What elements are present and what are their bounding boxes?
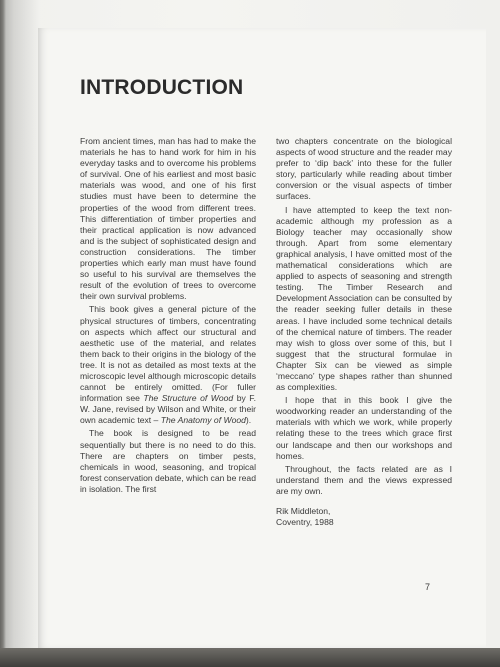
book-title-italic: The Anatomy of Wood [160,415,246,426]
paragraph: From ancient times, man has had to make the materials he has to hand work for him in his everyday tasks and to overcome his problems of survival. One of his earliest and most basic materials was wood, and one of his first studies must have been to determine the properties of the wood from different trees. This differentiation of timber properties and their practical application is now advanced and is the subject of sophisticated design and construction considerations. The timber properties which early man must have found so useful to his survival are themselves the result of the evolution of trees to overcome their own survival problems. [80,136,256,302]
paragraph: two chapters concentrate on the biological aspects of wood structure and the reader may prefer to ‘dip back’ into these for the fuller story, particularly while reading about timber conversion or the visual aspects of timber surfaces. [276,136,452,202]
page-edge-shadow [0,648,500,667]
book-title-italic: The Structure of Wood [143,393,234,404]
page-title: INTRODUCTION [80,76,244,99]
paragraph: I have attempted to keep the text non-academic although my profession as a Biology teacher may occasionally show through. Apart from some elementary graphical analysis, I have omitted most of the mathematical considerations which are applied to aspects of seasoning and strength testing. The Timber Research and Development Association can be consulted by the reader seeking fuller details in these areas. I have included some technical details of the chemical nature of timbers. The reader may wish to gloss over some of this, but I suggest that the structural formulae in Chapter Six can be viewed as simple ‘meccano’ type shapes rather than shunned as complexities. [276,204,452,393]
spine-shadow [0,0,40,667]
page-number: 7 [425,582,431,592]
text-column-left [80,136,256,495]
signature-block [276,506,452,528]
paragraph-text: ). [245,415,252,426]
paragraph [80,304,256,426]
paragraph-text: by F. W. Jane, revised by Wilson and White, or their own academic text – [80,393,256,426]
paragraph: Throughout, the facts related are as I understand them and the views expressed are my own. [276,463,452,496]
signature-name: Rik Middleton, [276,506,331,516]
signature-place-date: Coventry, 1988 [276,517,334,528]
paragraph: The book is designed to be read sequentially but there is no need to do this. There are chapters on timber pests, chemicals in wood, seasoning, and tropical forest conservation debate, which can be read in isolation. The first [80,428,256,494]
paragraph-text: This book gives a general picture of the physical structures of timbers, concentrating on aspects which affect our structural and aesthetic use of the material, and relates them back to their origins in the biology of the tree. It is not as detailed as most texts at the microscopic level although microscopic details cannot be entirely omitted. (For fuller information see [80,304,256,404]
text-column-right [276,136,452,528]
paragraph: I hope that in this book I give the woodworking reader an understanding of the materials with which we work, while properly relating these to the trees which grace first our landscape and then our workshops and homes. [276,395,452,461]
